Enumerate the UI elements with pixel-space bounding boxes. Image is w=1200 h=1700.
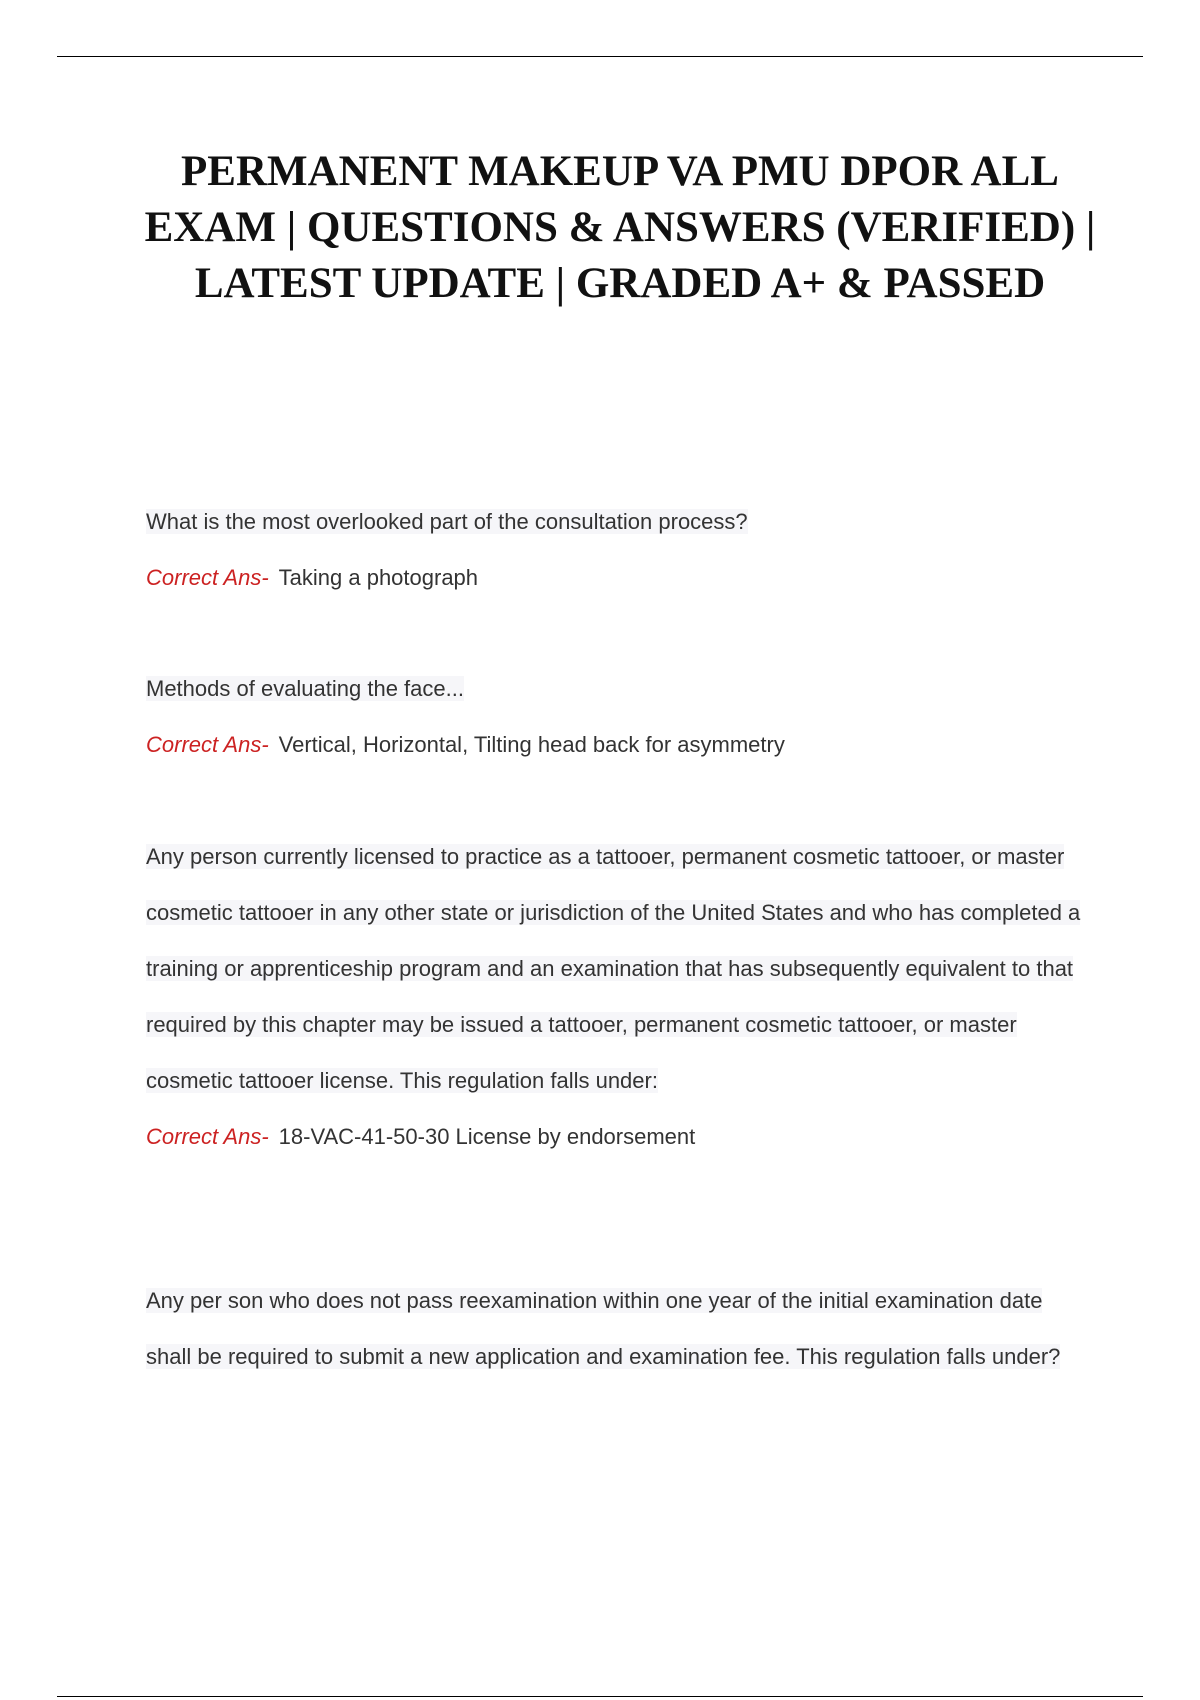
answer-text: Taking a photograph — [278, 565, 479, 590]
question-text: Methods of evaluating the face... — [146, 676, 464, 701]
qa-item — [146, 661, 1086, 773]
answer-line — [146, 1109, 1086, 1165]
answer-line — [146, 717, 1086, 773]
answer-line — [146, 550, 1086, 606]
question-text: Any per son who does not pass reexamination within one year of the initial examination date shall be required to submit a new application and examination fee. This regulation falls under? — [146, 1288, 1061, 1369]
footer-rule — [57, 1696, 1143, 1697]
qa-item — [146, 494, 1086, 606]
question-text: Any person currently licensed to practice as a tattooer, permanent cosmetic tattooer, or master cosmetic tattooer in any other state or jurisdiction of the United States and who has completed a training or apprenticeship program and an examination that has subsequently equivalent to that required by this chapter may be issued a tattooer, permanent cosmetic tattooer, or master cosmetic tattooer license. This regulation falls under: — [146, 844, 1081, 1093]
answer-text: 18-VAC-41-50-30 License by endorsement — [278, 1124, 696, 1149]
document-title: PERMANENT MAKEUP VA PMU DPOR ALL EXAM | QUESTIONS & ANSWERS (VERIFIED) | LATEST UPDATE | GRADED A+ & PASSED — [144, 148, 1096, 307]
answer-text: Vertical, Horizontal, Tilting head back for asymmetry — [278, 732, 785, 757]
header-rule — [57, 56, 1143, 57]
qa-item — [146, 1273, 1086, 1385]
question-text: What is the most overlooked part of the consultation process? — [146, 509, 748, 534]
answer-label: Correct Ans- — [146, 732, 269, 757]
answer-label: Correct Ans- — [146, 1124, 269, 1149]
qa-item — [146, 829, 1086, 1165]
answer-label: Correct Ans- — [146, 565, 269, 590]
